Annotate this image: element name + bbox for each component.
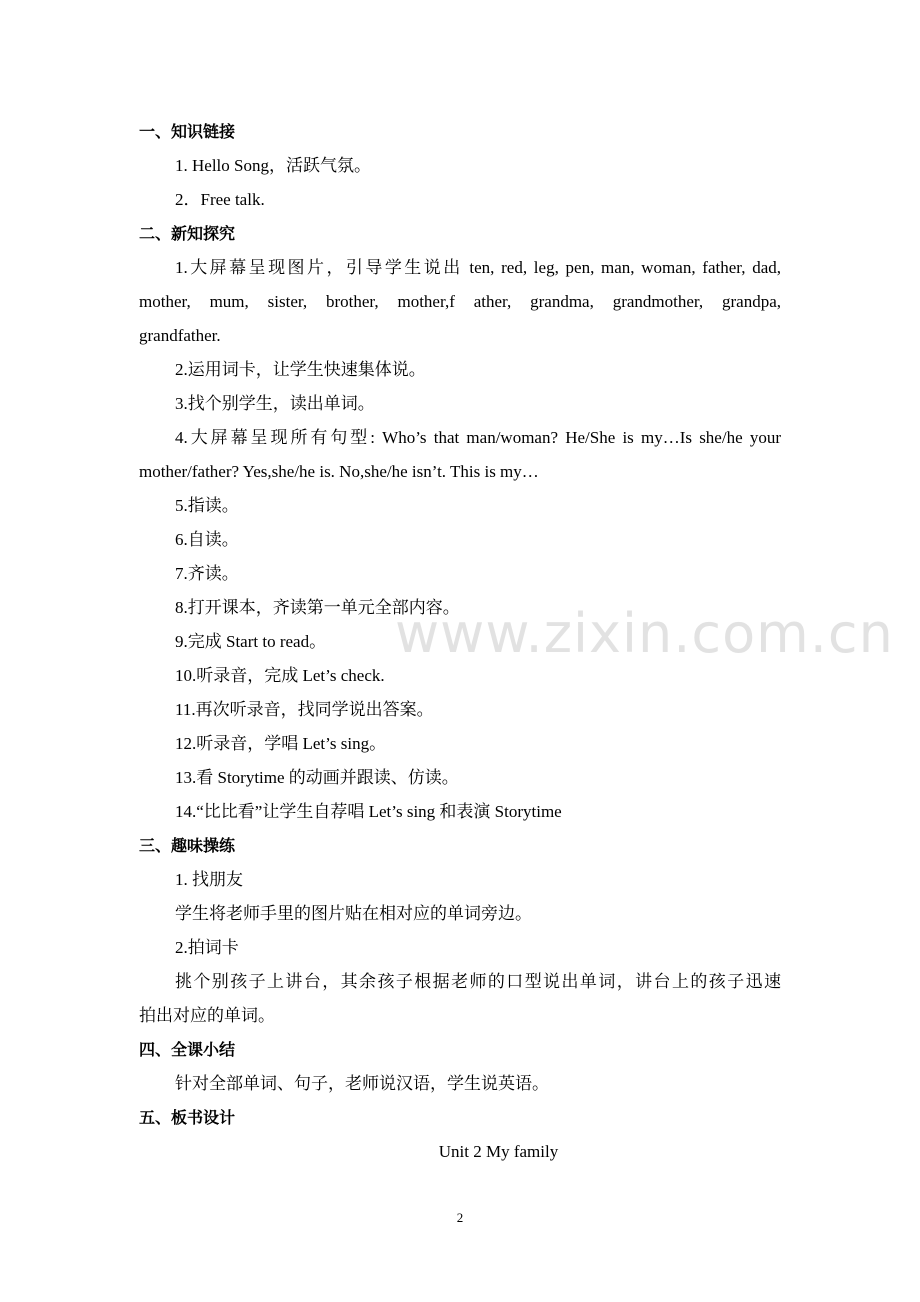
paragraph-line: 针对全部单词、句子，老师说汉语，学生说英语。 bbox=[175, 1074, 549, 1093]
list-item: 11.再次听录音，找同学说出答案。 bbox=[175, 700, 434, 719]
watermark: www.zixin.com.cn bbox=[395, 602, 894, 665]
paragraph-line: mother, mum, sister, brother, mother,f ather, grandma, grandmother, grandpa, bbox=[139, 292, 781, 311]
list-item: 10.听录音，完成 Let’s check. bbox=[175, 666, 385, 685]
list-item: 2.运用词卡，让学生快速集体说。 bbox=[175, 360, 426, 379]
list-item: 2.拍词卡 bbox=[175, 938, 239, 957]
list-item: 9.完成 Start to read。 bbox=[175, 632, 327, 651]
paragraph-line: 4.大屏幕呈现所有句型: Who’s that man/woman? He/She is my…Is she/he your bbox=[175, 428, 781, 447]
list-item: 1. 找朋友 bbox=[175, 870, 243, 889]
paragraph-line: 1.大屏幕呈现图片，引导学生说出 ten, red, leg, pen, man, woman, father, dad, bbox=[175, 258, 781, 277]
section-heading-3: 三、趣味操练 bbox=[139, 836, 236, 855]
page-number: 2 bbox=[456, 1210, 464, 1225]
list-item: 12.听录音，学唱 Let’s sing。 bbox=[175, 734, 387, 753]
list-item: 1. Hello Song，活跃气氛。 bbox=[175, 156, 371, 175]
paragraph-line: 挑个别孩子上讲台，其余孩子根据老师的口型说出单词，讲台上的孩子迅速 bbox=[175, 972, 781, 991]
list-item: 14.“比比看”让学生自荐唱 Let’s sing 和表演 Storytime bbox=[175, 802, 562, 821]
paragraph-line: grandfather. bbox=[139, 326, 221, 345]
list-item: 5.指读。 bbox=[175, 496, 239, 515]
section-heading-2: 二、新知探究 bbox=[139, 224, 236, 243]
paragraph-line: 拍出对应的单词。 bbox=[139, 1006, 275, 1025]
list-item: 7.齐读。 bbox=[175, 564, 239, 583]
list-item: 3.找个别学生，读出单词。 bbox=[175, 394, 375, 413]
paragraph-line: mother/father? Yes,she/he is. No,she/he isn’t. This is my… bbox=[139, 462, 539, 481]
section-heading-1: 一、知识链接 bbox=[139, 122, 236, 141]
list-item: 6.自读。 bbox=[175, 530, 239, 549]
section-heading-4: 四、全课小结 bbox=[139, 1040, 236, 1059]
paragraph-line: 学生将老师手里的图片贴在相对应的单词旁边。 bbox=[175, 904, 532, 923]
list-item: 2．Free talk. bbox=[175, 190, 265, 209]
list-item: 8.打开课本，齐读第一单元全部内容。 bbox=[175, 598, 460, 617]
section-heading-5: 五、板书设计 bbox=[139, 1108, 236, 1127]
list-item: 13.看 Storytime 的动画并跟读、仿读。 bbox=[175, 768, 459, 787]
board-title: Unit 2 My family bbox=[438, 1142, 559, 1161]
